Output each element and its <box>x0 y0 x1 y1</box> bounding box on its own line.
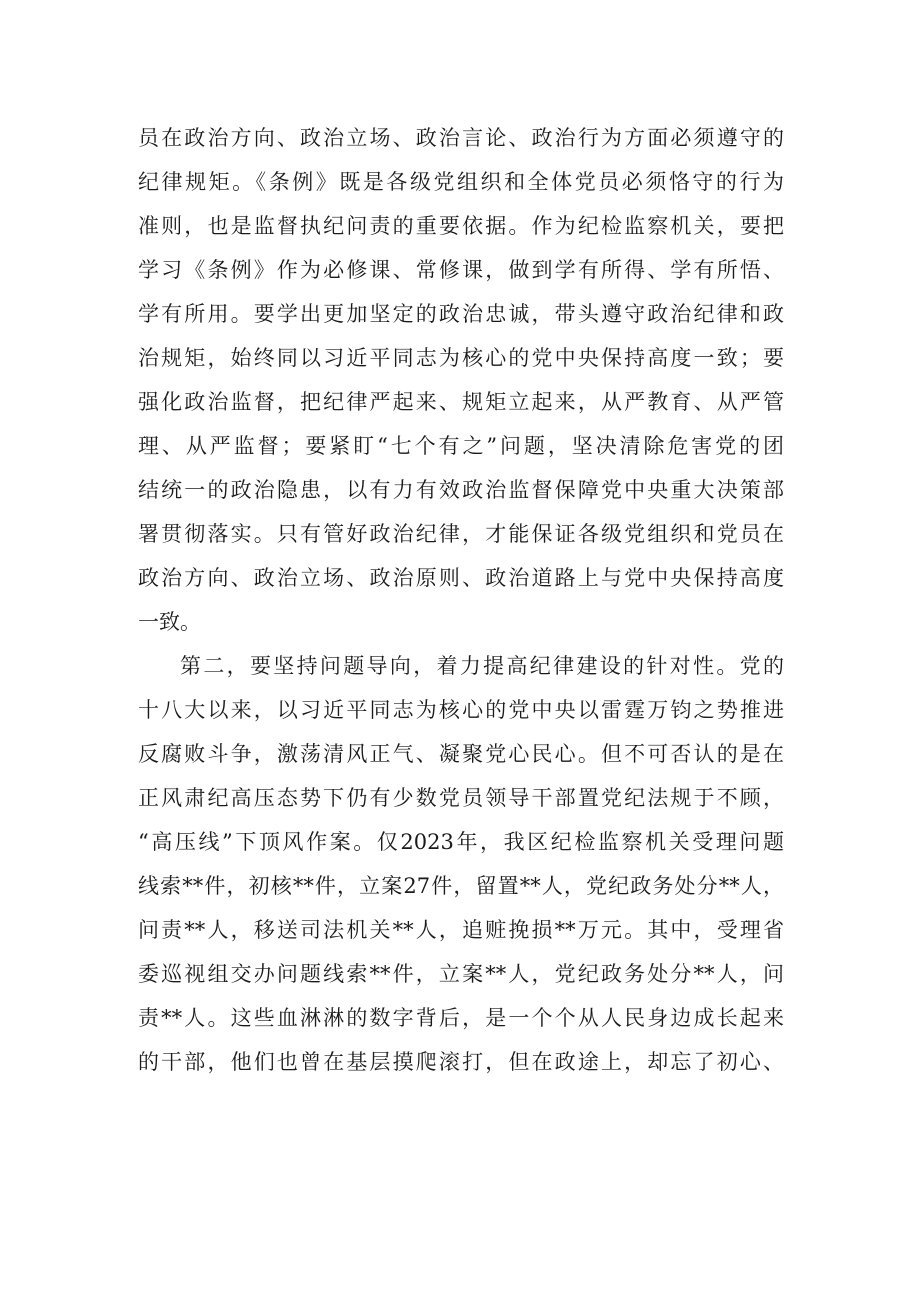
text-line: 结统一的政治隐患，以有力有效政治监督保障党中央重大决策部 <box>138 478 784 502</box>
text-line: “高压线”下顶风作案。仅2023年，我区纪检监察机关受理问题 <box>138 830 784 854</box>
text-line: 治规矩，始终同以习近平同志为核心的党中央保持高度一致；要 <box>138 346 784 370</box>
text-line: 员在政治方向、政治立场、政治言论、政治行为方面必须遵守的 <box>138 126 784 150</box>
text-line: 十八大以来，以习近平同志为核心的党中央以雷霆万钧之势推进 <box>138 698 784 722</box>
text-line: 署贯彻落实。只有管好政治纪律，才能保证各级党组织和党员在 <box>138 522 784 546</box>
text-line: 学习《条例》作为必修课、常修课，做到学有所得、学有所悟、 <box>138 258 784 282</box>
text-line: 强化政治监督，把纪律严起来、规矩立起来，从严教育、从严管 <box>138 390 784 414</box>
text-line: 纪律规矩。《条例》既是各级党组织和全体党员必须恪守的行为 <box>138 170 784 194</box>
text-line: 问责**人，移送司法机关**人，追赃挽损**万元。其中，受理省 <box>138 918 784 942</box>
text-line: 线索**件，初核**件，立案27件，留置**人，党纪政务处分**人， <box>138 874 784 898</box>
text-line: 一致。 <box>138 610 201 634</box>
text-line: 正风肃纪高压态势下仍有少数党员领导干部置党纪法规于不顾， <box>138 786 784 810</box>
text-line: 委巡视组交办问题线索**件，立案**人，党纪政务处分**人，问 <box>138 962 784 986</box>
text-line: 学有所用。要学出更加坚定的政治忠诚，带头遵守政治纪律和政 <box>138 302 784 326</box>
text-line: 准则，也是监督执纪问责的重要依据。作为纪检监察机关，要把 <box>138 214 784 238</box>
body-text <box>138 116 784 1084</box>
text-line: 反腐败斗争，激荡清风正气、凝聚党心民心。但不可否认的是在 <box>138 742 784 766</box>
text-line: 政治方向、政治立场、政治原则、政治道路上与党中央保持高度 <box>138 566 784 590</box>
paragraph-1 <box>138 116 784 644</box>
text-line: 第二，要坚持问题导向，着力提高纪律建设的针对性。党的 <box>180 654 784 678</box>
paragraph-2 <box>138 644 784 1084</box>
text-line: 的干部，他们也曾在基层摸爬滚打，但在政途上，却忘了初心、 <box>138 1050 784 1074</box>
text-line: 理、从严监督；要紧盯“七个有之”问题，坚决清除危害党的团 <box>138 434 784 458</box>
text-line: 责**人。这些血淋淋的数字背后，是一个个从人民身边成长起来 <box>138 1006 784 1030</box>
